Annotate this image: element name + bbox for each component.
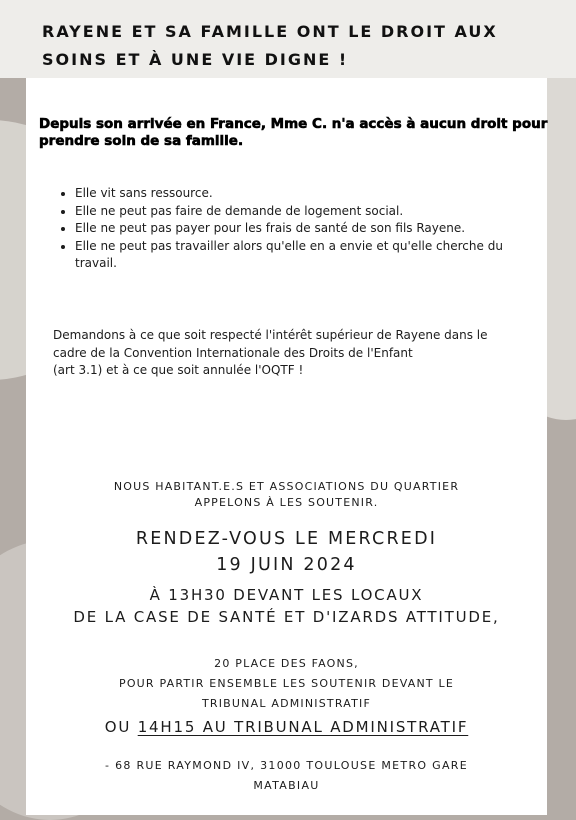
demand-line: Demandons à ce que soit respecté l'intérêt supérieur de Rayene dans le cadre de la Convention Internationale des Droits de l'Enfant — [53, 328, 488, 360]
list-item: • Elle vit sans ressource. — [75, 185, 515, 203]
alternative-time-place: 14H15 AU TRIBUNAL ADMINISTRATIF — [137, 718, 469, 736]
meeting-time: À 13H30 DEVANT LES LOCAUX — [149, 586, 424, 604]
alternative-meeting — [26, 716, 547, 738]
meeting-place-block — [26, 654, 547, 714]
rendezvous-heading — [26, 526, 547, 578]
alternative-prefix: OU — [104, 718, 138, 736]
address-line: - 68 RUE RAYMOND IV, 31000 TOULOUSE METRO GARE — [105, 759, 468, 772]
list-item: • Elle ne peut pas faire de demande de logement social. — [75, 203, 515, 221]
poster-title: RAYENE ET SA FAMILLE ONT LE DROIT AUX SOINS ET À UNE VIE DIGNE ! — [42, 22, 498, 69]
situation-list — [57, 185, 515, 273]
address-block — [26, 756, 547, 796]
meeting-time-block — [26, 584, 547, 628]
meeting-location: DE LA CASE DE SANTÉ ET D'IZARDS ATTITUDE, — [73, 608, 500, 626]
appeal-block — [26, 479, 547, 511]
demand-line: (art 3.1) et à ce que soit annulée l'OQTF ! — [53, 363, 304, 377]
appeal-line: APPELONS À LES SOUTENIR. — [194, 496, 379, 509]
place-line: 20 PLACE DES FAONS, — [214, 657, 359, 670]
demand-paragraph — [53, 327, 513, 380]
rendezvous-date: 19 JUIN 2024 — [216, 555, 357, 575]
place-line: POUR PARTIR ENSEMBLE LES SOUTENIR DEVANT LE — [118, 677, 455, 690]
appeal-line: NOUS HABITANT.E.S ET ASSOCIATIONS DU QUARTIER — [113, 480, 460, 493]
place-line: TRIBUNAL ADMINISTRATIF — [201, 697, 372, 710]
list-item: • Elle ne peut pas payer pour les frais de santé de son fils Rayene. — [75, 220, 515, 238]
intro-statement: Depuis son arrivée en France, Mme C. n'a accès à aucun droit pour prendre soin de sa famille. — [39, 116, 548, 149]
rendezvous-day: RENDEZ-VOUS LE MERCREDI — [135, 529, 438, 549]
address-line: MATABIAU — [253, 779, 320, 792]
list-item: • Elle ne peut pas travailler alors qu'elle en a envie et qu'elle cherche du travail. — [75, 238, 515, 273]
